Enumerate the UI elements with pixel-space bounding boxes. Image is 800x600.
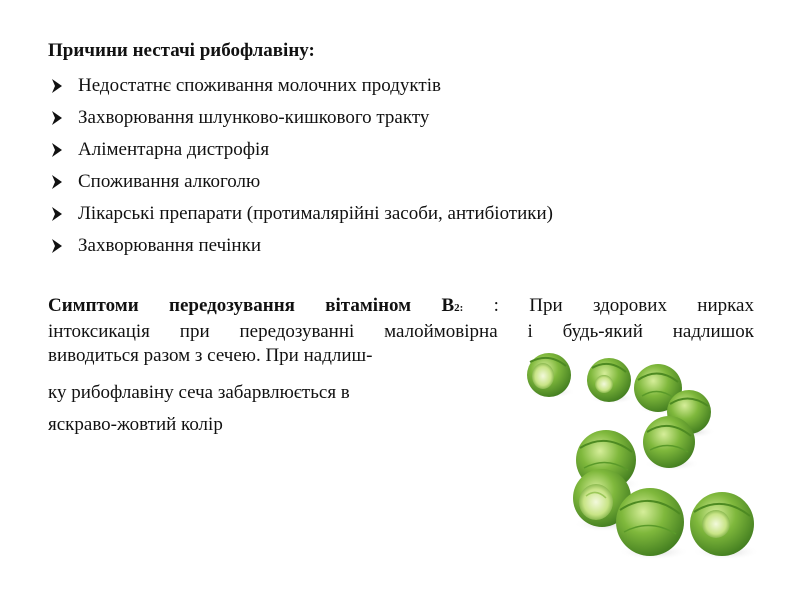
symptoms-label-subscript: 2: <box>454 302 464 314</box>
list-item-text: Захворювання печінки <box>78 235 261 256</box>
symptoms-label: Симптоми передозування вітаміном В <box>48 295 455 316</box>
symptoms-line-2: інтоксикація при передозуванні малоймовірна і будь-який надлишок <box>48 321 754 342</box>
sprout <box>587 358 636 404</box>
sprout <box>690 492 760 560</box>
causes-heading: Причини нестачі рибофлавіну: <box>48 40 315 61</box>
list-item-text: Недостатнє споживання молочних продуктів <box>78 75 441 96</box>
symptoms-line-1-text: : При здорових нирках <box>463 295 754 316</box>
list-item-text: Лікарські препарати (протималярійні засоби, антибіотики) <box>78 203 554 224</box>
symptoms-line-5: яскраво-жовтий колір <box>48 414 223 435</box>
sprout <box>527 353 576 398</box>
list-item-text: Захворювання шлунково-кишкового тракту <box>78 107 430 128</box>
sprout <box>616 488 690 560</box>
symptoms-line-3: виводиться разом з сечею. При надлиш- <box>48 345 373 366</box>
symptoms-line-4: ку рибофлавіну сеча забарвлюється в <box>48 382 350 403</box>
list-item-text: Споживання алкоголю <box>78 171 261 192</box>
list-item-text: Аліментарна дистрофія <box>78 139 270 160</box>
